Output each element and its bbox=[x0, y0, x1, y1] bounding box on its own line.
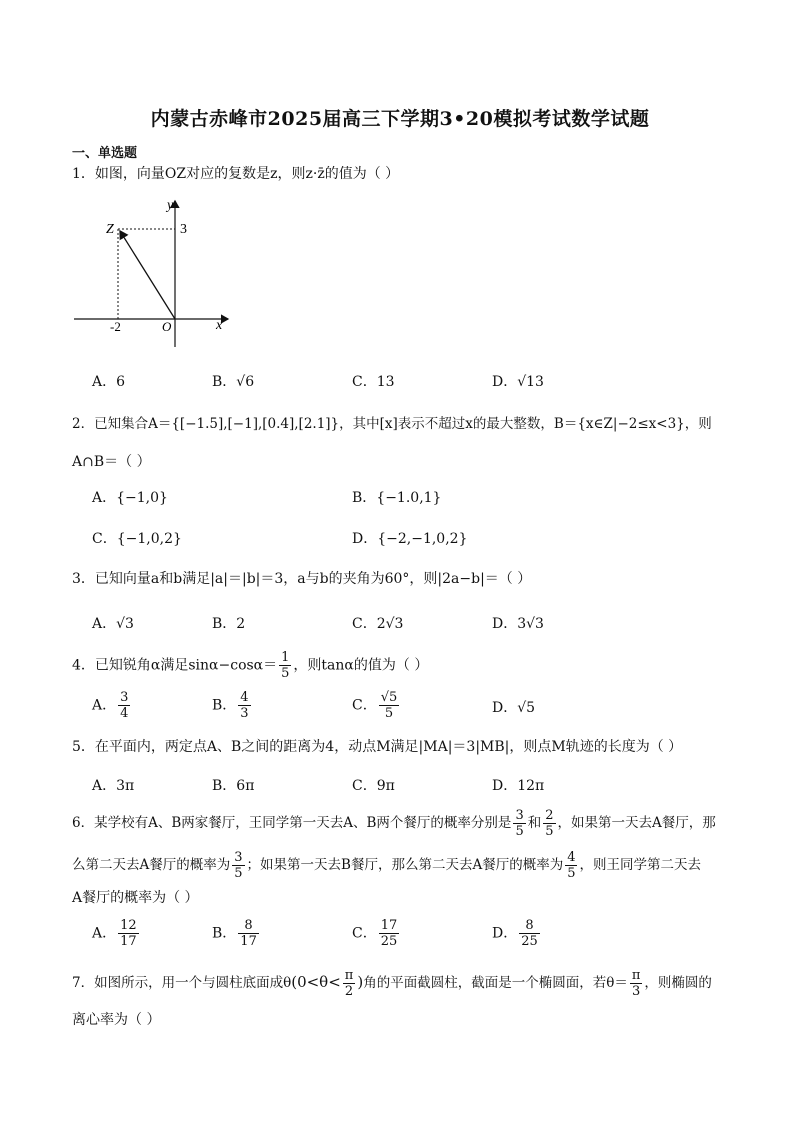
text-run: ，则椭圆的 bbox=[644, 975, 712, 991]
option-fraction bbox=[118, 690, 130, 721]
question-6-line-1 bbox=[72, 808, 716, 839]
q4-option-a[interactable] bbox=[92, 690, 132, 721]
x-tick-label: -2 bbox=[110, 319, 121, 334]
fraction-denominator: 17 bbox=[120, 934, 137, 949]
page-title: 内蒙古赤峰市2025届高三下学期3•20模拟考试数学试题 bbox=[150, 108, 650, 130]
q4-stem-fraction bbox=[279, 650, 291, 681]
q2-option-d[interactable]: D．{−2,−1,0,2} bbox=[352, 531, 468, 547]
option-label: D． bbox=[492, 925, 518, 942]
q1-option-d[interactable]: D．√13 bbox=[492, 374, 544, 390]
text-run: ，则王同学第二天去 bbox=[579, 857, 701, 873]
text-run: ) bbox=[357, 973, 364, 991]
fraction bbox=[513, 808, 525, 839]
q6-option-c[interactable] bbox=[352, 918, 401, 949]
fraction-numerator: 3 bbox=[120, 690, 129, 705]
q5-option-a[interactable]: A．3π bbox=[92, 778, 135, 794]
fraction-denominator: 25 bbox=[521, 934, 538, 949]
q6-option-a[interactable] bbox=[92, 918, 141, 949]
fraction bbox=[543, 808, 555, 839]
fraction-denominator: 4 bbox=[120, 706, 129, 721]
text-run: 7．如图所示，用一个与圆柱底面成θ bbox=[72, 975, 292, 991]
section-heading: 一、单选题 bbox=[72, 146, 138, 161]
question-6-line-2 bbox=[72, 850, 701, 881]
q2-option-c[interactable]: C．{−1,0,2} bbox=[92, 531, 182, 547]
fraction-denominator: 5 bbox=[281, 666, 290, 681]
question-6-line-3: A餐厅的概率为（ ） bbox=[72, 890, 199, 906]
question-4-stem bbox=[72, 650, 428, 681]
option-fraction bbox=[379, 690, 400, 721]
text-run: ，如果第一天去A餐厅，那 bbox=[557, 815, 716, 831]
fraction-numerator: 1 bbox=[281, 650, 290, 665]
option-fraction bbox=[379, 918, 400, 949]
q5-option-d[interactable]: D．12π bbox=[492, 778, 545, 794]
text-run: 6．某学校有A、B两家餐厅，王同学第一天去A、B两个餐厅的概率分别是 bbox=[72, 815, 512, 831]
fraction-numerator: 2 bbox=[545, 808, 554, 823]
q4-stem-part-b: ，则tanα的值为（ ） bbox=[293, 657, 429, 674]
q1-option-c[interactable]: C．13 bbox=[352, 374, 395, 390]
option-fraction bbox=[118, 918, 139, 949]
question-2-stem-line2: A∩B＝（ ） bbox=[72, 454, 151, 470]
fraction-numerator: 3 bbox=[515, 808, 524, 823]
question-1-stem: 1．如图，向量OZ对应的复数是z，则z·z̄的值为（ ） bbox=[72, 166, 400, 182]
q4-option-c[interactable] bbox=[352, 690, 401, 721]
question-7-line-1 bbox=[72, 968, 712, 999]
q5-option-b[interactable]: B．6π bbox=[212, 778, 255, 794]
q2-option-b[interactable]: B．{−1.0,1} bbox=[352, 490, 442, 506]
q1-option-b[interactable]: B．√6 bbox=[212, 374, 255, 390]
q3-option-c[interactable]: C．2√3 bbox=[352, 616, 404, 632]
x-axis-label: x bbox=[216, 318, 223, 333]
fraction-denominator: 5 bbox=[567, 866, 576, 881]
question-2-stem: 2．已知集合A＝{[−1.5],[−1],[0.4],[2.1]}，其中[x]表示不超过x的最大整数，B＝{x∈Z|−2≤x<3}，则 bbox=[72, 416, 712, 432]
option-label: C． bbox=[352, 697, 377, 714]
fraction-denominator: 5 bbox=[515, 824, 524, 839]
q4-stem-part-a: 4．已知锐角α满足sinα−cosα＝ bbox=[72, 657, 278, 674]
fraction bbox=[343, 968, 356, 999]
option-label: A． bbox=[92, 697, 117, 714]
q4-option-d[interactable] bbox=[492, 697, 535, 717]
fraction-numerator: π bbox=[631, 968, 641, 983]
fraction bbox=[232, 850, 244, 881]
text-run: ；如果第一天去B餐厅，那么第二天去A餐厅的概率为 bbox=[246, 857, 564, 873]
fraction-numerator: 3 bbox=[234, 850, 243, 865]
option-label: B． bbox=[212, 697, 237, 714]
vector-oz bbox=[120, 231, 175, 319]
fraction bbox=[630, 968, 643, 999]
option-label: B． bbox=[212, 925, 237, 942]
q6-option-b[interactable] bbox=[212, 918, 261, 949]
option-value: √5 bbox=[517, 700, 536, 716]
fraction-numerator: 8 bbox=[519, 918, 540, 934]
fraction-numerator: π bbox=[344, 968, 354, 983]
fraction-denominator: 3 bbox=[631, 984, 641, 999]
option-fraction bbox=[238, 918, 259, 949]
question-3-stem: 3．已知向量a和b满足|a|＝|b|＝3，a与b的夹角为60°，则|2a−b|＝（ ） bbox=[72, 571, 532, 587]
text-run: 和 bbox=[527, 815, 542, 831]
fraction-denominator: 25 bbox=[380, 934, 398, 949]
option-label: C． bbox=[352, 925, 377, 942]
option-fraction bbox=[519, 918, 540, 949]
fraction-numerator: 4 bbox=[567, 850, 576, 865]
fraction-denominator: 5 bbox=[384, 706, 394, 721]
q3-option-a[interactable]: A．√3 bbox=[92, 616, 134, 632]
fraction-denominator: 17 bbox=[240, 934, 257, 949]
fraction-numerator: 8 bbox=[238, 918, 259, 934]
fraction-numerator: √5 bbox=[380, 690, 398, 705]
q3-option-d[interactable]: D．3√3 bbox=[492, 616, 544, 632]
origin-label: O bbox=[162, 319, 172, 334]
q4-option-b[interactable] bbox=[212, 690, 253, 721]
text-run: (0<θ< bbox=[291, 973, 341, 991]
point-z-label: Z bbox=[106, 222, 114, 237]
q2-option-a[interactable]: A．{−1,0} bbox=[92, 490, 168, 506]
question-5-stem: 5．在平面内，两定点A、B之间的距离为4，动点M满足|MA|＝3|MB|，则点M轨迹的长度为（ ） bbox=[72, 739, 683, 755]
option-label: A． bbox=[92, 925, 117, 942]
question-7-line-2: 离心率为（ ） bbox=[72, 1012, 161, 1028]
fraction-numerator: 12 bbox=[120, 918, 137, 933]
q5-option-c[interactable]: C．9π bbox=[352, 778, 395, 794]
q6-option-d[interactable] bbox=[492, 918, 542, 949]
fraction-denominator: 2 bbox=[344, 984, 354, 999]
fraction-denominator: 5 bbox=[545, 824, 554, 839]
fraction-denominator: 3 bbox=[240, 706, 249, 721]
q3-option-b[interactable]: B．2 bbox=[212, 616, 246, 632]
option-label: D． bbox=[492, 700, 518, 716]
fraction-numerator: 4 bbox=[240, 690, 249, 705]
y-axis-label: y bbox=[167, 198, 174, 213]
fraction-numerator: 17 bbox=[380, 918, 398, 933]
text-run: 角的平面截圆柱，截面是一个椭圆面，若θ＝ bbox=[363, 975, 628, 991]
fraction-denominator: 5 bbox=[234, 866, 243, 881]
text-run: 么第二天去A餐厅的概率为 bbox=[72, 857, 231, 873]
option-fraction bbox=[238, 690, 250, 721]
q1-option-a[interactable]: A．6 bbox=[92, 374, 126, 390]
y-tick-label: 3 bbox=[180, 222, 187, 237]
question-1-figure bbox=[70, 195, 240, 355]
fraction bbox=[565, 850, 577, 881]
